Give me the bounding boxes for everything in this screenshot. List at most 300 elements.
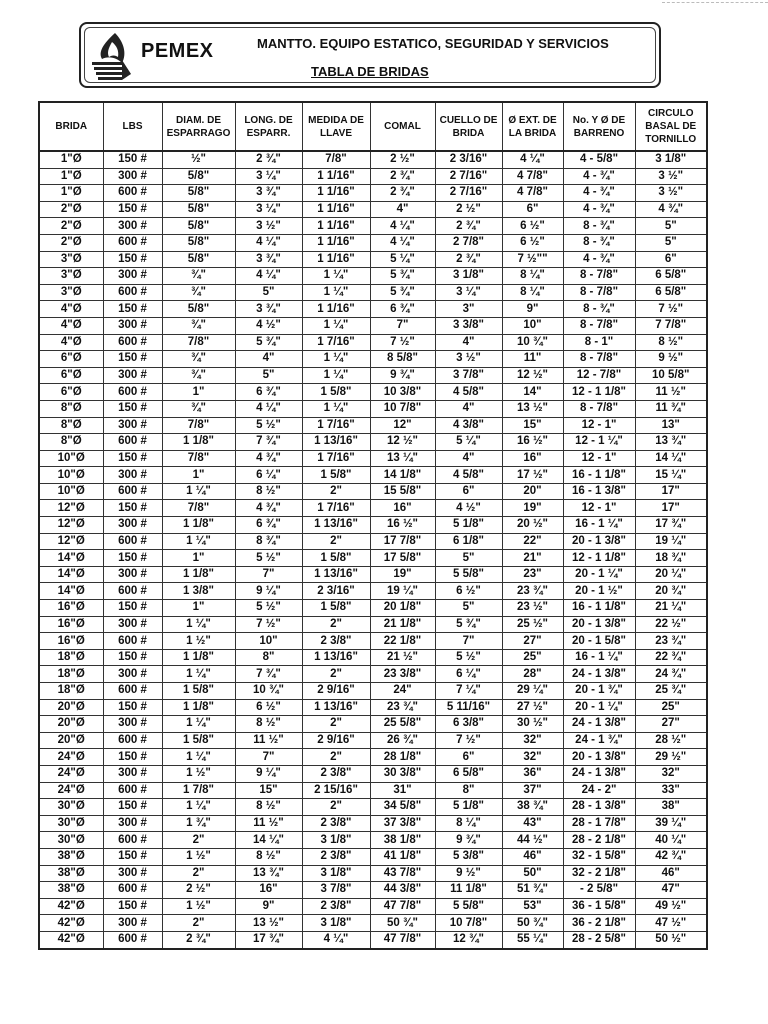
table-cell: 22": [502, 533, 563, 550]
table-cell: 8"Ø: [39, 417, 103, 434]
table-row: [39, 384, 707, 401]
table-cell: 24 - 1 3/8": [563, 716, 635, 733]
table-cell: 12"Ø: [39, 533, 103, 550]
table-cell: 37 3/8": [370, 815, 435, 832]
table-cell: 21 ¼": [635, 600, 707, 617]
table-cell: 44 3/8": [370, 882, 435, 899]
table-cell: 3": [435, 301, 502, 318]
table-cell: 6"Ø: [39, 351, 103, 368]
table-cell: 3 7/8": [302, 882, 370, 899]
table-cell: 14"Ø: [39, 550, 103, 567]
table-cell: 5": [435, 550, 502, 567]
table-cell: 1 5/8": [162, 683, 235, 700]
table-row: [39, 799, 707, 816]
table-cell: 30"Ø: [39, 799, 103, 816]
table-cell: 21 ½": [370, 649, 435, 666]
table-cell: 5": [635, 234, 707, 251]
table-row: [39, 716, 707, 733]
table-cell: 3 1/8": [302, 865, 370, 882]
table-cell: 5/8": [162, 168, 235, 185]
table-cell: 600 #: [103, 284, 162, 301]
table-row: [39, 151, 707, 168]
table-row: [39, 649, 707, 666]
table-cell: 25 5/8": [370, 716, 435, 733]
table-cell: 32 - 2 1/8": [563, 865, 635, 882]
table-cell: 6 ¼": [235, 467, 302, 484]
table-cell: 4": [435, 400, 502, 417]
table-cell: 4 5/8": [435, 384, 502, 401]
table-cell: 5/8": [162, 185, 235, 202]
table-cell: 10 3/8": [370, 384, 435, 401]
table-cell: 16": [235, 882, 302, 899]
flange-table: [38, 101, 708, 950]
table-cell: 18"Ø: [39, 666, 103, 683]
table-cell: 7 ½": [370, 334, 435, 351]
table-cell: 300 #: [103, 865, 162, 882]
table-cell: 150 #: [103, 400, 162, 417]
table-cell: 9 ½": [435, 865, 502, 882]
table-row: [39, 400, 707, 417]
table-cell: 5 11/16": [435, 699, 502, 716]
table-cell: 16 ½": [502, 434, 563, 451]
table-cell: 1"Ø: [39, 168, 103, 185]
table-cell: - 2 5/8": [563, 882, 635, 899]
table-cell: 6 ½": [235, 699, 302, 716]
table-cell: 6 ½": [502, 234, 563, 251]
table-cell: 3"Ø: [39, 251, 103, 268]
document-title: MANTTO. EQUIPO ESTATICO, SEGURIDAD Y SERVICIOS: [257, 36, 609, 51]
table-cell: 4": [370, 201, 435, 218]
table-cell: 6 1/8": [435, 533, 502, 550]
table-cell: 19": [502, 500, 563, 517]
table-cell: 42 ¾": [635, 848, 707, 865]
table-cell: 20 - 1 3/8": [563, 533, 635, 550]
table-cell: 2 3/8": [302, 898, 370, 915]
table-cell: 4": [235, 351, 302, 368]
table-cell: 300 #: [103, 218, 162, 235]
table-cell: 11": [502, 351, 563, 368]
table-cell: 20": [502, 483, 563, 500]
table-cell: 5 ½": [235, 600, 302, 617]
table-cell: 13": [635, 417, 707, 434]
table-cell: 7 ¾": [235, 434, 302, 451]
table-cell: 17 ½": [502, 467, 563, 484]
table-cell: 15 ¼": [635, 467, 707, 484]
table-cell: 42"Ø: [39, 915, 103, 932]
table-row: [39, 583, 707, 600]
table-cell: 9 ¼": [235, 765, 302, 782]
table-cell: 4"Ø: [39, 334, 103, 351]
table-cell: 8 ½": [235, 848, 302, 865]
table-cell: 4 ¼": [370, 234, 435, 251]
table-cell: ¾": [162, 317, 235, 334]
table-cell: 13 ¾": [235, 865, 302, 882]
table-cell: 1 1/8": [162, 699, 235, 716]
table-row: [39, 434, 707, 451]
column-header: No. Y Ø DE BARRENO: [563, 102, 635, 151]
table-cell: 20 - 1 ½": [563, 583, 635, 600]
table-cell: 4 ¾": [635, 201, 707, 218]
table-cell: 37": [502, 782, 563, 799]
table-cell: 8 ¼": [502, 268, 563, 285]
table-cell: 9": [235, 898, 302, 915]
table-cell: 6": [435, 749, 502, 766]
table-cell: 1 ¾": [162, 815, 235, 832]
table-row: [39, 317, 707, 334]
table-body: [39, 151, 707, 949]
table-cell: 300 #: [103, 765, 162, 782]
table-cell: 1 ¼": [302, 268, 370, 285]
table-cell: 18"Ø: [39, 683, 103, 700]
table-cell: 150 #: [103, 649, 162, 666]
table-cell: 5": [235, 284, 302, 301]
table-cell: 10"Ø: [39, 483, 103, 500]
table-cell: 55 ¼": [502, 931, 563, 948]
table-cell: 7 ½": [635, 301, 707, 318]
table-cell: 12 - 1 1/8": [563, 384, 635, 401]
table-cell: ¾": [162, 400, 235, 417]
table-cell: 16"Ø: [39, 600, 103, 617]
table-row: [39, 600, 707, 617]
table-cell: 8 ¼": [435, 815, 502, 832]
table-cell: 6"Ø: [39, 384, 103, 401]
table-cell: 4"Ø: [39, 301, 103, 318]
table-cell: 9 ¾": [435, 832, 502, 849]
table-cell: 24 - 1 3/8": [563, 765, 635, 782]
table-cell: 1 ½": [162, 848, 235, 865]
table-cell: 5 ¾": [370, 284, 435, 301]
table-cell: 4"Ø: [39, 317, 103, 334]
table-cell: 1": [162, 600, 235, 617]
table-cell: 150 #: [103, 848, 162, 865]
table-cell: 2 ¾": [370, 168, 435, 185]
table-cell: 12 - 1 ¼": [563, 434, 635, 451]
table-cell: 7 ¼": [435, 683, 502, 700]
table-cell: 27": [502, 633, 563, 650]
table-cell: 1 ¼": [162, 799, 235, 816]
table-cell: 31": [370, 782, 435, 799]
table-cell: 600 #: [103, 583, 162, 600]
table-cell: 5 1/8": [435, 517, 502, 534]
column-header: CUELLO DE BRIDA: [435, 102, 502, 151]
table-cell: 42"Ø: [39, 898, 103, 915]
table-cell: 150 #: [103, 600, 162, 617]
table-cell: 12 - 1": [563, 417, 635, 434]
table-cell: 300 #: [103, 815, 162, 832]
table-cell: 50 ½": [635, 931, 707, 948]
table-cell: 40 ¼": [635, 832, 707, 849]
table-row: [39, 234, 707, 251]
table-cell: 7/8": [302, 151, 370, 168]
table-cell: 4 7/8": [502, 168, 563, 185]
table-cell: 3 1/8": [302, 915, 370, 932]
table-cell: 1 ¼": [162, 749, 235, 766]
table-cell: 2 ½": [370, 151, 435, 168]
table-cell: 6": [635, 251, 707, 268]
table-cell: 1 ¼": [162, 533, 235, 550]
table-cell: 32": [502, 749, 563, 766]
table-cell: 1 1/8": [162, 434, 235, 451]
table-row: [39, 666, 707, 683]
table-cell: 2 ¾": [162, 931, 235, 948]
table-cell: 8"Ø: [39, 400, 103, 417]
table-cell: 2 9/16": [302, 683, 370, 700]
table-cell: 3"Ø: [39, 284, 103, 301]
table-cell: 38 ¾": [502, 799, 563, 816]
table-cell: 3 ½": [235, 218, 302, 235]
table-cell: 10": [502, 317, 563, 334]
table-cell: 26 ¾": [370, 732, 435, 749]
table-cell: 3 ¾": [235, 301, 302, 318]
table-cell: 25": [502, 649, 563, 666]
table-cell: 6 5/8": [635, 268, 707, 285]
table-cell: 1"Ø: [39, 185, 103, 202]
table-cell: 38"Ø: [39, 848, 103, 865]
table-cell: 47 ½": [635, 915, 707, 932]
table-cell: 150 #: [103, 450, 162, 467]
table-cell: 3 ½": [435, 351, 502, 368]
table-cell: 150 #: [103, 749, 162, 766]
table-row: [39, 882, 707, 899]
table-cell: 20"Ø: [39, 699, 103, 716]
table-row: [39, 517, 707, 534]
table-cell: 8"Ø: [39, 434, 103, 451]
table-cell: 16"Ø: [39, 633, 103, 650]
table-cell: 38"Ø: [39, 865, 103, 882]
table-cell: 8 ¼": [502, 284, 563, 301]
table-cell: 19": [370, 566, 435, 583]
table-cell: 600 #: [103, 384, 162, 401]
table-cell: 7/8": [162, 450, 235, 467]
table-cell: 20 - 1 3/8": [563, 749, 635, 766]
table-cell: 30"Ø: [39, 832, 103, 849]
table-cell: 13 ¼": [370, 450, 435, 467]
table-cell: 32 - 1 5/8": [563, 848, 635, 865]
document-header: [79, 22, 661, 88]
table-cell: 10 7/8": [435, 915, 502, 932]
table-cell: 24"Ø: [39, 749, 103, 766]
table-row: [39, 367, 707, 384]
table-cell: 8 ½": [635, 334, 707, 351]
table-cell: 49 ½": [635, 898, 707, 915]
table-cell: 600 #: [103, 234, 162, 251]
table-cell: 300 #: [103, 317, 162, 334]
table-cell: 2": [302, 749, 370, 766]
table-cell: 6 5/8": [435, 765, 502, 782]
table-cell: 33": [635, 782, 707, 799]
table-cell: 24"Ø: [39, 765, 103, 782]
table-cell: 16"Ø: [39, 616, 103, 633]
table-cell: 7 ½"": [502, 251, 563, 268]
table-cell: 300 #: [103, 915, 162, 932]
table-cell: 10 ¾": [502, 334, 563, 351]
table-cell: 1": [162, 384, 235, 401]
table-cell: 10": [235, 633, 302, 650]
table-row: [39, 832, 707, 849]
table-cell: 25": [635, 699, 707, 716]
table-cell: 7": [235, 566, 302, 583]
table-cell: 36": [502, 765, 563, 782]
table-cell: 46": [635, 865, 707, 882]
table-cell: 17": [635, 483, 707, 500]
table-cell: 6 ½": [502, 218, 563, 235]
table-cell: 24 - 1 ¾": [563, 732, 635, 749]
table-cell: 150 #: [103, 351, 162, 368]
table-cell: 2 7/16": [435, 168, 502, 185]
table-cell: 23 ¾": [370, 699, 435, 716]
table-cell: 32": [502, 732, 563, 749]
table-cell: 15 5/8": [370, 483, 435, 500]
table-cell: 11 ¾": [635, 400, 707, 417]
table-cell: 51 ¾": [502, 882, 563, 899]
table-row: [39, 683, 707, 700]
table-cell: 8 - 7/8": [563, 317, 635, 334]
table-cell: 2 3/8": [302, 765, 370, 782]
table-cell: 2 9/16": [302, 732, 370, 749]
table-cell: 43 7/8": [370, 865, 435, 882]
table-cell: ¾": [162, 351, 235, 368]
table-cell: 20 - 1 3/8": [563, 616, 635, 633]
table-cell: 150 #: [103, 550, 162, 567]
table-cell: 30"Ø: [39, 815, 103, 832]
table-cell: 12 ½": [370, 434, 435, 451]
table-cell: 16 - 1 ¼": [563, 517, 635, 534]
table-cell: 4 ¼": [370, 218, 435, 235]
table-cell: 4 ¼": [302, 931, 370, 948]
table-cell: 3 ½": [635, 168, 707, 185]
table-cell: 28": [502, 666, 563, 683]
table-cell: 1 7/16": [302, 334, 370, 351]
table-cell: 7": [435, 633, 502, 650]
table-cell: 150 #: [103, 799, 162, 816]
table-cell: 16 ½": [370, 517, 435, 534]
table-cell: 38 1/8": [370, 832, 435, 849]
table-cell: 1 ½": [162, 898, 235, 915]
table-cell: 150 #: [103, 898, 162, 915]
table-cell: 1 1/8": [162, 517, 235, 534]
table-cell: 4 5/8": [435, 467, 502, 484]
table-cell: 5 ¾": [235, 334, 302, 351]
table-cell: 4": [435, 450, 502, 467]
table-cell: 8 - 7/8": [563, 351, 635, 368]
table-cell: 17 ¾": [635, 517, 707, 534]
table-cell: 12"Ø: [39, 517, 103, 534]
table-cell: 16 - 1 ¼": [563, 649, 635, 666]
table-cell: 12"Ø: [39, 500, 103, 517]
table-cell: 7 ½": [235, 616, 302, 633]
table-cell: 600 #: [103, 683, 162, 700]
table-cell: 2 ¾": [435, 251, 502, 268]
table-cell: 12 - 1": [563, 500, 635, 517]
table-cell: 20"Ø: [39, 732, 103, 749]
table-header-row: [39, 102, 707, 151]
table-row: [39, 699, 707, 716]
table-cell: 6": [435, 483, 502, 500]
table-cell: 6"Ø: [39, 367, 103, 384]
table-cell: 11 ½": [235, 732, 302, 749]
table-row: [39, 848, 707, 865]
table-cell: 38": [635, 799, 707, 816]
table-cell: 29 ¼": [502, 683, 563, 700]
column-header: LBS: [103, 102, 162, 151]
table-cell: 600 #: [103, 732, 162, 749]
table-row: [39, 616, 707, 633]
table-cell: 32": [635, 765, 707, 782]
table-cell: 4 ¼": [235, 268, 302, 285]
table-cell: 8 ¾": [235, 533, 302, 550]
column-header: Ø EXT. DE LA BRIDA: [502, 102, 563, 151]
table-cell: 14": [502, 384, 563, 401]
table-cell: 12": [370, 417, 435, 434]
table-row: [39, 566, 707, 583]
table-row: [39, 168, 707, 185]
table-cell: 7 ¾": [235, 666, 302, 683]
table-cell: 2": [162, 915, 235, 932]
table-row: [39, 533, 707, 550]
table-cell: 7 7/8": [635, 317, 707, 334]
table-cell: 5 ½": [235, 550, 302, 567]
table-cell: 1": [162, 550, 235, 567]
table-cell: 9 ¼": [235, 583, 302, 600]
table-cell: 16 - 1 1/8": [563, 467, 635, 484]
table-cell: 600 #: [103, 185, 162, 202]
table-cell: 42"Ø: [39, 931, 103, 948]
table-cell: 1 ¼": [302, 317, 370, 334]
table-cell: 5": [235, 367, 302, 384]
table-cell: 23 3/8": [370, 666, 435, 683]
table-cell: 1 ½": [162, 633, 235, 650]
table-cell: 4 - ¾": [563, 251, 635, 268]
table-cell: 2 ½": [435, 201, 502, 218]
table-cell: 16": [502, 450, 563, 467]
table-cell: 600 #: [103, 434, 162, 451]
table-cell: 1 5/8": [302, 384, 370, 401]
table-cell: 5 1/8": [435, 799, 502, 816]
table-cell: 1 13/16": [302, 434, 370, 451]
table-cell: 14 1/8": [370, 467, 435, 484]
table-cell: 28 - 2 1/8": [563, 832, 635, 849]
table-cell: 24"Ø: [39, 782, 103, 799]
table-row: [39, 815, 707, 832]
table-cell: 3 ¼": [435, 284, 502, 301]
table-cell: 1": [162, 467, 235, 484]
table-cell: 6 3/8": [435, 716, 502, 733]
table-cell: 23": [502, 566, 563, 583]
table-cell: ½": [162, 151, 235, 168]
table-row: [39, 467, 707, 484]
table-cell: 20 - 1 ¼": [563, 699, 635, 716]
table-cell: 2": [162, 832, 235, 849]
table-cell: 6 ¾": [235, 384, 302, 401]
table-cell: 2": [302, 666, 370, 683]
table-row: [39, 251, 707, 268]
table-cell: 12 ¾": [435, 931, 502, 948]
column-header: COMAL: [370, 102, 435, 151]
table-cell: 53": [502, 898, 563, 915]
table-row: [39, 915, 707, 932]
table-cell: 2": [302, 616, 370, 633]
table-cell: 1 1/16": [302, 168, 370, 185]
table-cell: 2 3/16": [435, 151, 502, 168]
table-cell: 600 #: [103, 832, 162, 849]
table-cell: 13 ¾": [635, 434, 707, 451]
table-cell: 4 ¼": [235, 400, 302, 417]
table-row: [39, 450, 707, 467]
table-cell: 3 ¼": [235, 201, 302, 218]
column-header: MEDIDA DE LLAVE: [302, 102, 370, 151]
table-cell: 1 ¼": [162, 616, 235, 633]
table-cell: 8": [235, 649, 302, 666]
